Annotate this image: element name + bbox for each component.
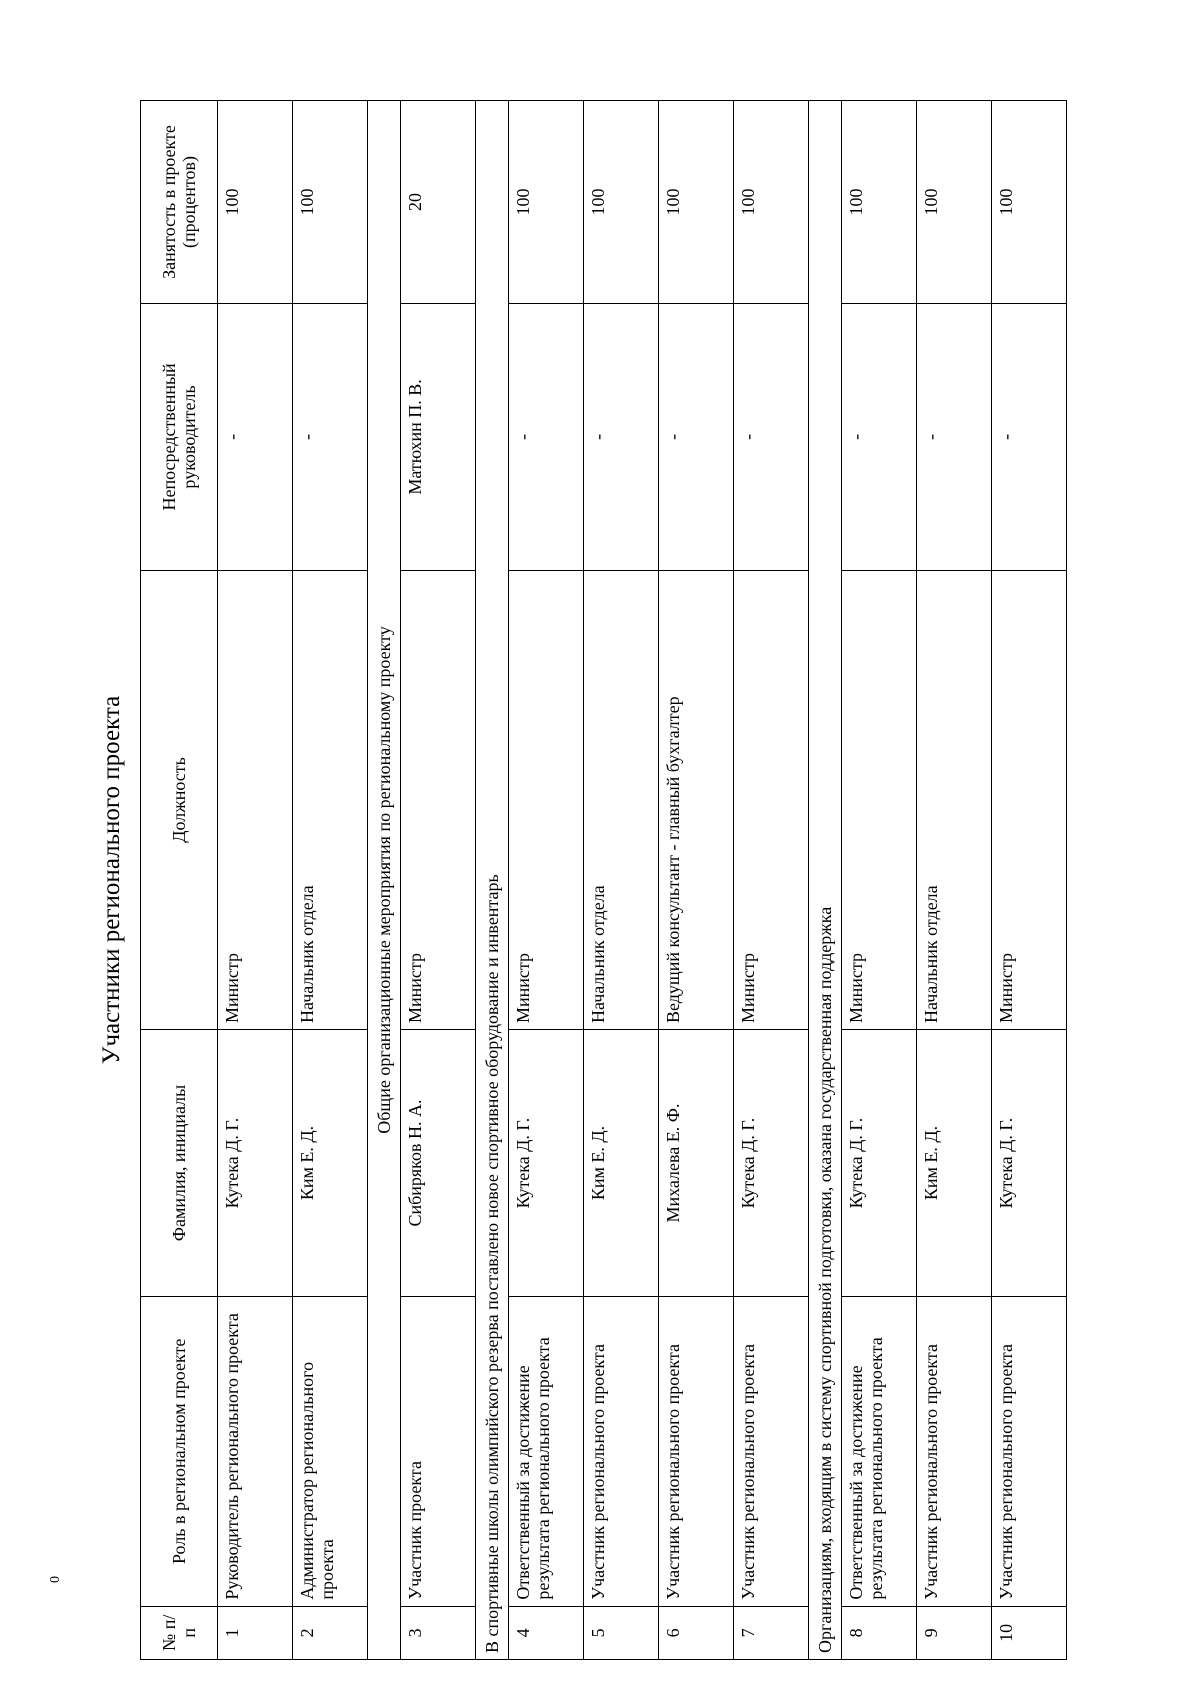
row-number: 6 xyxy=(659,1606,734,1659)
row-number: 9 xyxy=(917,1606,992,1659)
row-employment: 100 xyxy=(659,101,734,304)
row-position: Министр xyxy=(509,570,584,1029)
row-number: 3 xyxy=(401,1606,476,1659)
row-name: Кутека Д. Г. xyxy=(509,1030,584,1297)
row-number: 1 xyxy=(218,1606,293,1659)
header-position: Должность xyxy=(141,570,218,1029)
section-heading: Организациям, входящим в систему спортивной подготовки, оказана государственная поддержка xyxy=(809,101,842,1660)
header-name: Фамилия, инициалы xyxy=(141,1030,218,1297)
row-number: 10 xyxy=(992,1606,1067,1659)
row-employment: 100 xyxy=(992,101,1067,304)
section-heading: Общие организационные мероприятия по региональному проекту xyxy=(368,101,401,1660)
row-name: Кутека Д. Г. xyxy=(842,1030,917,1297)
table-row xyxy=(218,101,293,1660)
row-position: Начальник отдела xyxy=(917,570,992,1029)
row-supervisor: - xyxy=(992,303,1067,570)
row-number: 5 xyxy=(584,1606,659,1659)
row-role: Администратор регионального проекта xyxy=(293,1296,368,1606)
row-supervisor: - xyxy=(917,303,992,570)
row-employment: 20 xyxy=(401,101,476,304)
row-position: Министр xyxy=(992,570,1067,1029)
row-supervisor: Матюхин П. В. xyxy=(401,303,476,570)
row-position: Министр xyxy=(734,570,809,1029)
section-row-2 xyxy=(476,101,509,1660)
section-row-3 xyxy=(809,101,842,1660)
row-number: 8 xyxy=(842,1606,917,1659)
table-body-block3 xyxy=(509,101,809,1660)
row-supervisor: - xyxy=(293,303,368,570)
table-body-block4 xyxy=(842,101,1067,1660)
row-position: Министр xyxy=(401,570,476,1029)
table-body-block1 xyxy=(218,101,368,1660)
table-body-block2 xyxy=(401,101,476,1660)
row-position: Ведущий консультант - главный бухгалтер xyxy=(659,570,734,1029)
header-row xyxy=(141,101,218,1660)
row-employment: 100 xyxy=(293,101,368,304)
header-supervisor: Непосредственный руководитель xyxy=(141,303,218,570)
row-role: Ответственный за достижение результата регионального проекта xyxy=(509,1296,584,1606)
row-role: Участник регионального проекта xyxy=(917,1296,992,1606)
row-supervisor: - xyxy=(218,303,293,570)
header-num: № п/п xyxy=(141,1606,218,1659)
row-role: Участник проекта xyxy=(401,1296,476,1606)
row-number: 7 xyxy=(734,1606,809,1659)
row-name: Михалева Е. Ф. xyxy=(659,1030,734,1297)
row-employment: 100 xyxy=(218,101,293,304)
row-employment: 100 xyxy=(917,101,992,304)
row-role: Руководитель регионального проекта xyxy=(218,1296,293,1606)
page-title: Участники регионального проекта xyxy=(98,695,125,1065)
table-row xyxy=(659,101,734,1660)
row-name: Кутека Д. Г. xyxy=(734,1030,809,1297)
row-position: Начальник отдела xyxy=(584,570,659,1029)
header-role: Роль в региональном проекте xyxy=(141,1296,218,1606)
table-row xyxy=(401,101,476,1660)
row-name: Кутека Д. Г. xyxy=(992,1030,1067,1297)
row-supervisor: - xyxy=(842,303,917,570)
row-name: Ким Е. Д. xyxy=(584,1030,659,1297)
table-row xyxy=(584,101,659,1660)
row-position: Министр xyxy=(842,570,917,1029)
table-row xyxy=(917,101,992,1660)
row-role: Участник регионального проекта xyxy=(734,1296,809,1606)
row-role: Ответственный за достижение результата регионального проекта xyxy=(842,1296,917,1606)
row-name: Ким Е. Д. xyxy=(917,1030,992,1297)
page-number: 0 xyxy=(48,1576,63,1583)
table-row xyxy=(734,101,809,1660)
row-supervisor: - xyxy=(509,303,584,570)
row-employment: 100 xyxy=(734,101,809,304)
document-sheet xyxy=(92,100,1182,1660)
row-number: 2 xyxy=(293,1606,368,1659)
row-position: Министр xyxy=(218,570,293,1029)
row-role: Участник регионального проекта xyxy=(584,1296,659,1606)
row-employment: 100 xyxy=(842,101,917,304)
row-name: Кутека Д. Г. xyxy=(218,1030,293,1297)
row-name: Ким Е. Д. xyxy=(293,1030,368,1297)
row-supervisor: - xyxy=(734,303,809,570)
row-employment: 100 xyxy=(509,101,584,304)
section-row-1 xyxy=(368,101,401,1660)
table-row xyxy=(992,101,1067,1660)
header-employment: Занятость в проекте (процентов) xyxy=(141,101,218,304)
row-role: Участник регионального проекта xyxy=(659,1296,734,1606)
section-heading: В спортивные школы олимпийского резерва поставлено новое спортивное оборудование и инвентарь xyxy=(476,101,509,1660)
table-row xyxy=(509,101,584,1660)
participants-table xyxy=(140,100,1067,1660)
table-row xyxy=(293,101,368,1660)
row-employment: 100 xyxy=(584,101,659,304)
table-row xyxy=(842,101,917,1660)
row-number: 4 xyxy=(509,1606,584,1659)
row-supervisor: - xyxy=(659,303,734,570)
row-name: Сибиряков Н. А. xyxy=(401,1030,476,1297)
row-supervisor: - xyxy=(584,303,659,570)
row-role: Участник регионального проекта xyxy=(992,1296,1067,1606)
row-position: Начальник отдела xyxy=(293,570,368,1029)
